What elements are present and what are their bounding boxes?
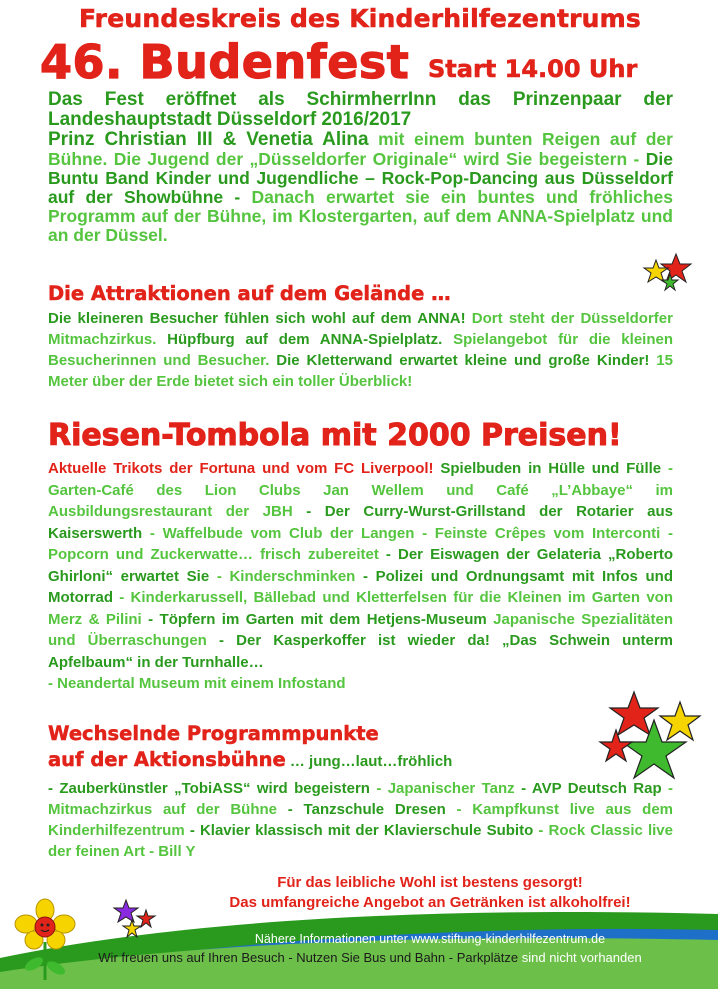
- attractions-paragraph: [48, 308, 673, 392]
- program-heading-1: Wechselnde Programmpunkte: [48, 722, 379, 745]
- tombola-jerseys: Aktuelle Trikots der Fortuna und vom FC Liverpool!: [48, 460, 434, 477]
- program-paragraph: [48, 778, 673, 862]
- intro-paragraph: [48, 90, 673, 245]
- program-text-8: - Rock Classic live der feinen Art - Bill Y: [48, 822, 673, 860]
- wellbeing-line-2: Das umfangreiche Angebot an Getränken ist alkoholfrei!: [229, 894, 631, 911]
- closing-line: [40, 950, 700, 965]
- flower-icon: [12, 898, 78, 982]
- attractions-text-1: Die kleineren Besucher fühlen sich wohl auf dem ANNA!: [48, 310, 466, 327]
- tombola-text-3: - Der Curry-Wurst-Grillstand der Rotarier aus Kaiserswerth: [48, 503, 673, 542]
- program-text-4: - Mitmachzirkus auf der Bühne: [48, 780, 673, 818]
- closing-line-b: sind nicht vorhanden: [521, 950, 642, 965]
- organizer-heading: Freundeskreis des Kinderhilfezentrums: [79, 4, 641, 33]
- wellbeing-line-1: Für das leibliche Wohl ist bestens gesorgt!: [277, 874, 583, 891]
- tombola-text-6: - Kinderschminken: [209, 567, 356, 585]
- program-text-1: - Zauberkünstler „TobiASS“ wird begeistern: [48, 780, 370, 797]
- tombola-text-7: - Polizei und Ordnungsamt mit Infos und Motorrad: [48, 567, 673, 606]
- attractions-text-2: Dort steht der Düsseldorfer Mitmachzirkus.: [48, 310, 673, 348]
- program-text-6: - Kampfkunst live aus dem Kinderhilfezentrum: [48, 801, 674, 839]
- tombola-text-10: Japanische Spezialitäten und Überraschungen: [48, 610, 673, 649]
- program-text-5: - Tanzschule Dresen: [277, 801, 446, 818]
- program-heading-2: [48, 748, 452, 771]
- intro-patron: Das Fest eröffnet als SchirmherrInn das Prinzenpaar der Landeshauptstadt Düsseldorf 2016/2017: [48, 89, 673, 130]
- info-line: Nähere Informationen unter www.stiftung-kinderhilfezentrum.de: [254, 932, 606, 946]
- tombola-text-1: Spielbuden in Hülle und Fülle: [433, 460, 662, 477]
- program-heading-2-text: auf der Aktionsbühne: [48, 748, 286, 771]
- intro-text-3: Danach erwartet sie ein buntes und fröhliches Programm auf der Bühne, im Klostergarten, auf dem ANNA-Spielplatz und an der Düssel.: [48, 187, 673, 245]
- tombola-text-2: - Garten-Café des Lion Clubs Jan Wellem und Café „L’Abbaye“ im Ausbildungsrestaurant der JBH: [48, 460, 674, 520]
- program-text-7: - Klavier klassisch mit der Klavierschule Subito: [184, 822, 534, 839]
- intro-text-1: mit einem bunten Reigen auf der Bühne. Die Jugend der „Düsseldorfer Originale“ wird Sie begeistern -: [48, 129, 673, 169]
- program-heading-tail: … jung…laut…fröhlich: [285, 753, 453, 770]
- stars-icon: [642, 252, 694, 296]
- start-time: Start 14.00 Uhr: [428, 55, 638, 83]
- tombola-text-5: - Der Eiswagen der Gelateria „Roberto Ghirloni“ erwartet Sie: [48, 546, 674, 585]
- attractions-text-5: Die Kletterwand erwartet kleine und große Kinder!: [269, 352, 650, 369]
- attractions-text-4: Spielangebot für die kleinen Besucherinnen und Besucher.: [48, 331, 673, 369]
- intro-prince: Prinz Christian III & Venetia Alina: [48, 129, 369, 150]
- event-title: 46. Budenfest: [40, 35, 410, 89]
- tombola-text-4: - Waffelbude vom Club der Langen - Feinste Crêpes vom Interconti - Popcorn und Zuckerwatte… frisch zubereitet: [48, 524, 673, 563]
- tombola-text-8: - Kinderkarussell, Bällebad und Kletterfelsen für die Kleinen im Garten von Merz & Pilini: [48, 589, 673, 628]
- attractions-text-6: 15 Meter über der Erde bietet sich ein toller Überblick!: [48, 352, 673, 390]
- tombola-text-12: - Neandertal Museum mit einem Infostand: [48, 675, 346, 692]
- tombola-text-9: - Töpfern im Garten mit dem Hetjens-Museum: [141, 610, 487, 628]
- program-text-3: - AVP Deutsch Rap: [514, 780, 662, 797]
- intro-text-2: Die Buntu Band Kinder und Jugendliche – Rock-Pop-Dancing aus Düsseldorf auf der Showbühne -: [48, 149, 673, 207]
- tombola-heading: Riesen-Tombola mit 2000 Preisen!: [48, 418, 622, 453]
- attractions-heading: Die Attraktionen auf dem Gelände …: [48, 282, 451, 305]
- closing-line-a: Wir freuen uns auf Ihren Besuch - Nutzen Sie Bus und Bahn - Parkplätze: [98, 950, 522, 965]
- tombola-paragraph: [48, 458, 673, 695]
- attractions-text-3: Hüpfburg auf dem ANNA-Spielplatz.: [156, 331, 443, 348]
- program-text-2: - Japanischer Tanz: [369, 780, 515, 797]
- stars-cluster-icon: [594, 690, 704, 782]
- tombola-text-11: - Der Kasperkoffer ist wieder da! „Das Schwein unterm Apfelbaum“ in der Turnhalle…: [48, 632, 673, 671]
